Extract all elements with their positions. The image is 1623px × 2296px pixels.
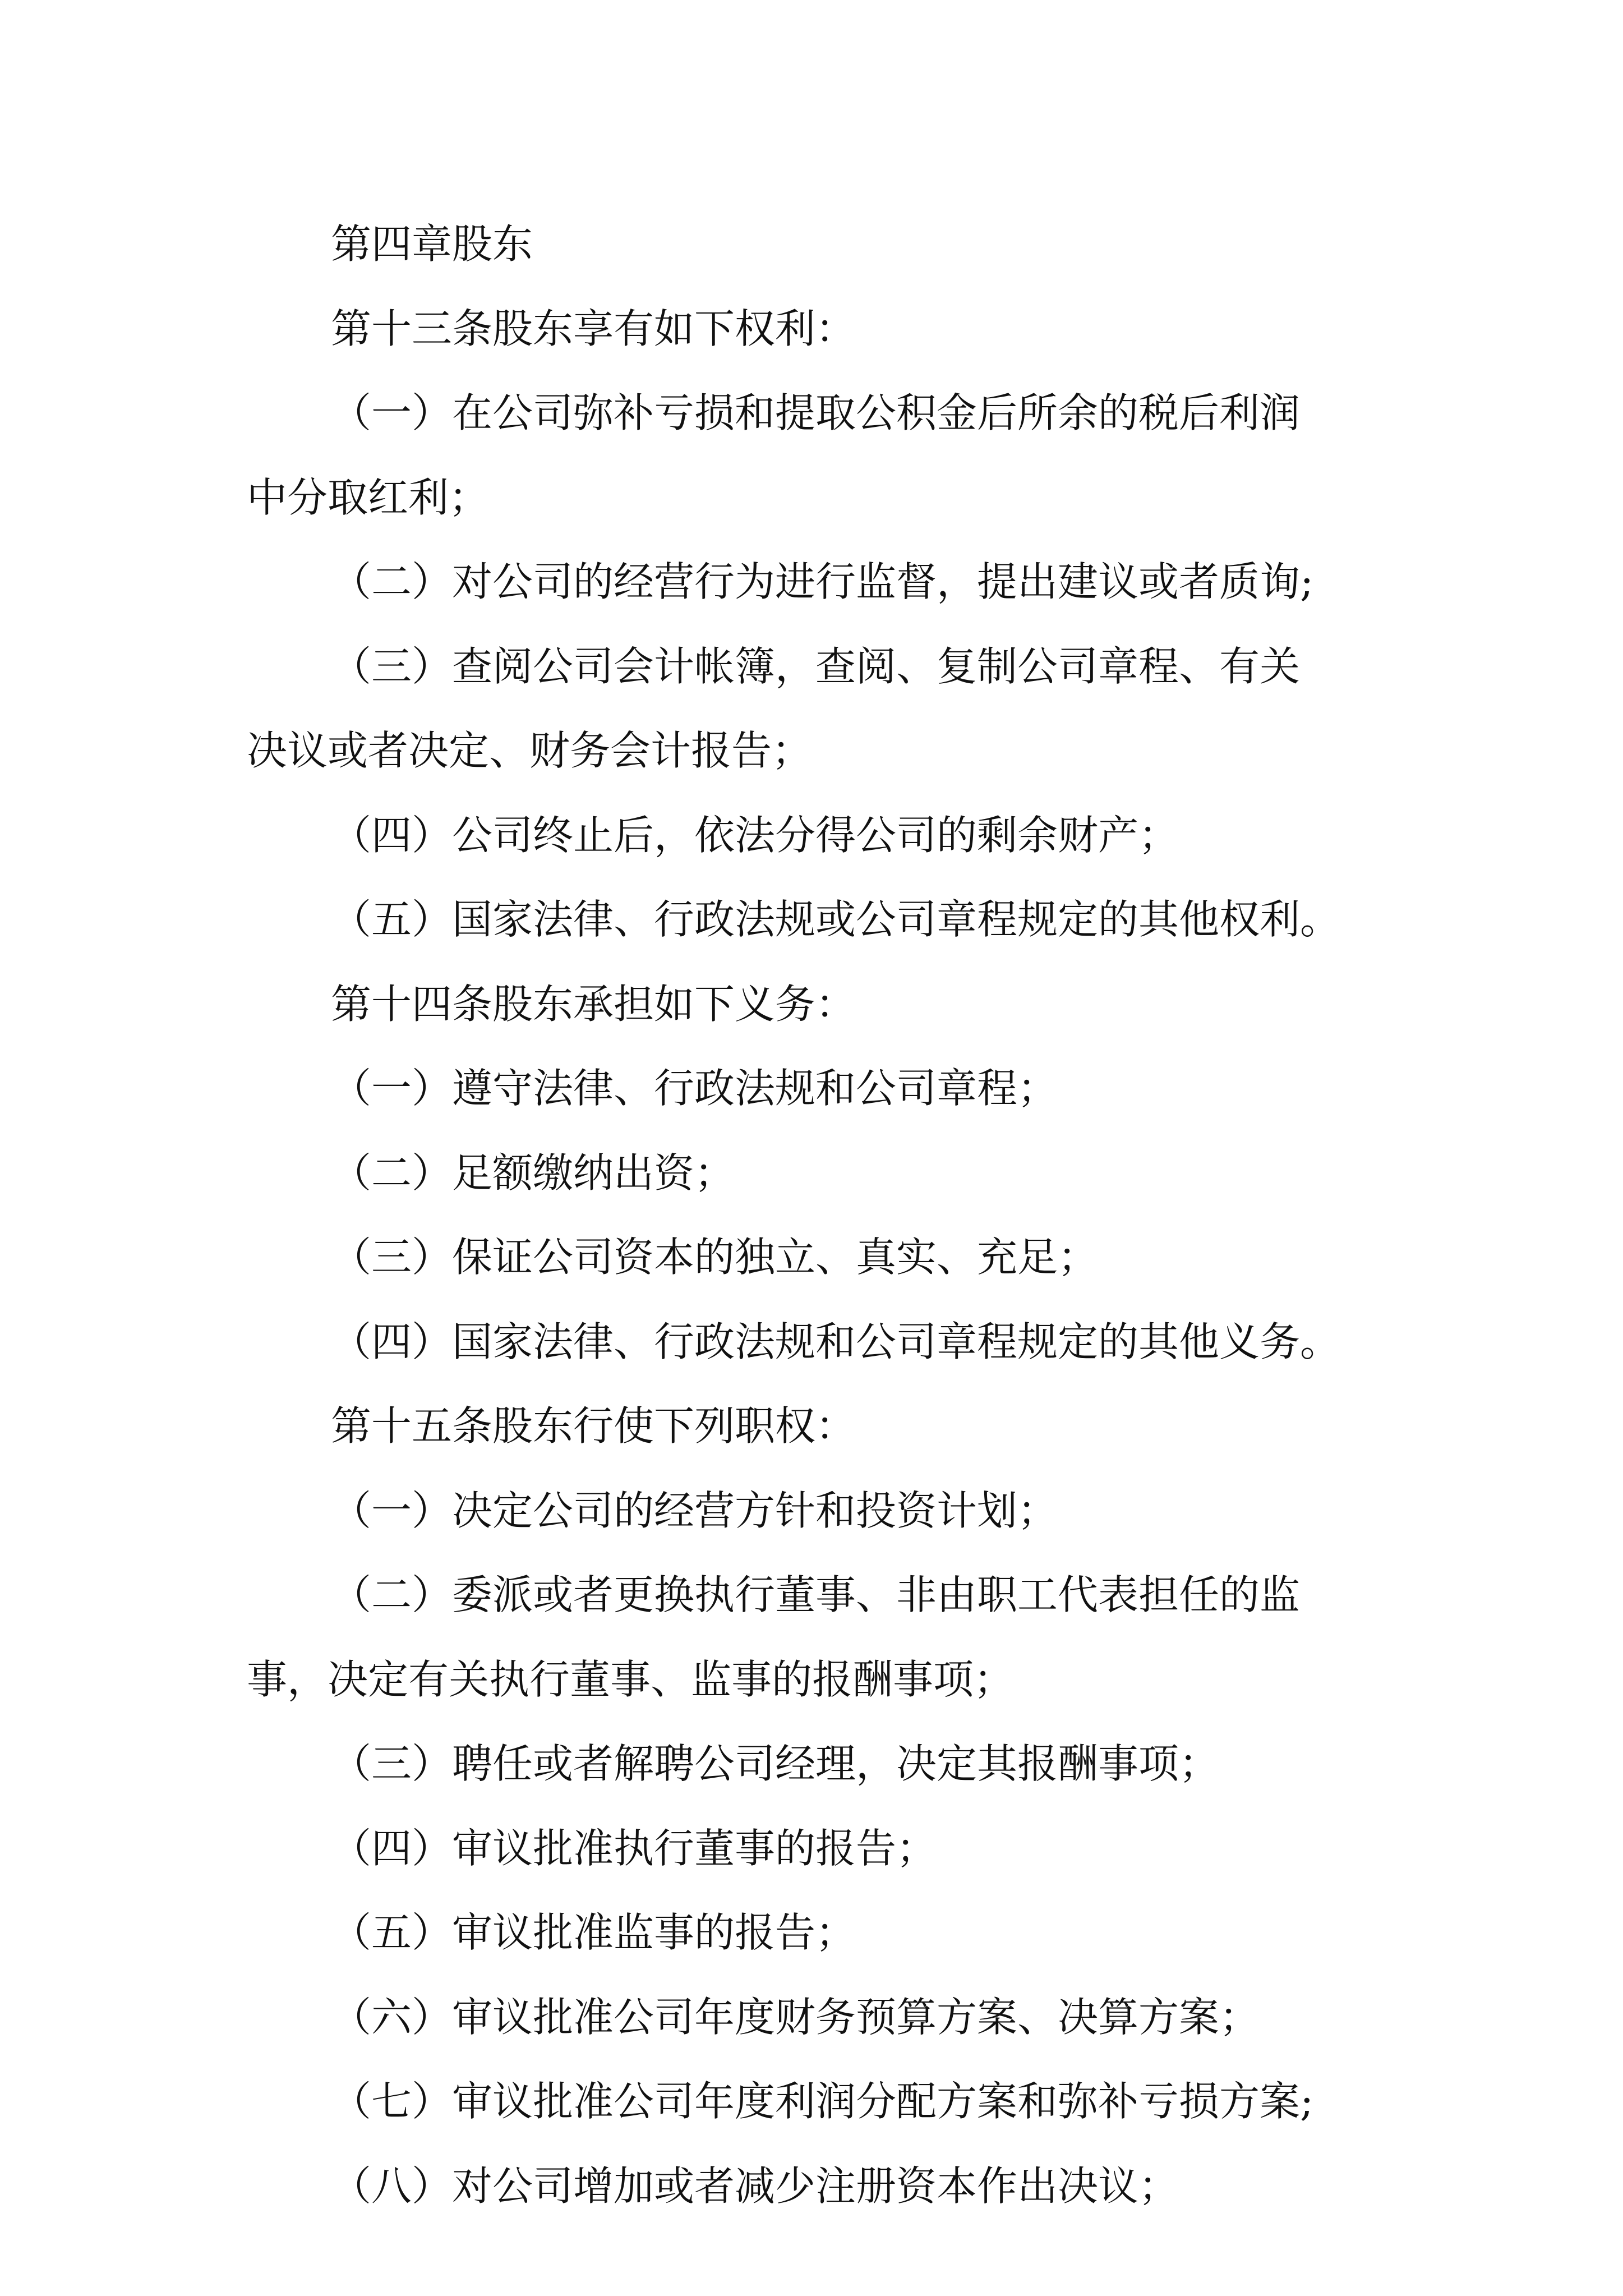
article-13-item-1: （一）在公司弥补亏损和提取公积金后所余的税后利润 (331, 389, 1301, 436)
article-14-item-3: （三）保证公司资本的独立、真实、充足； (331, 1234, 1099, 1281)
article-14-item-4: （四）国家法律、行政法规和公司章程规定的其他义务。 (331, 1318, 1341, 1365)
article-13-item-2: （二）对公司的经营行为进行监督，提出建议或者质询; (331, 558, 1314, 605)
article-13-item-5: （五）国家法律、行政法规或公司章程规定的其他权利。 (331, 896, 1341, 943)
article-13-item-3-cont: 决议或者决定、财务会计报告； (247, 727, 813, 774)
article-15-item-1: （一）决定公司的经营方针和投资计划； (331, 1487, 1058, 1534)
article-15-item-2-cont: 事，决定有关执行董事、监事的报酬事项； (247, 1655, 1015, 1703)
article-15-item-5: （五）审议批准监事的报告； (331, 1909, 856, 1956)
article-15-item-8: （八）对公司增加或者减少注册资本作出决议； (331, 2162, 1179, 2210)
article-15-item-2: （二）委派或者更换执行董事、非由职工代表担任的监 (331, 1571, 1301, 1618)
chapter-heading: 第四章股东 (331, 220, 533, 268)
article-14-heading: 第十四条股东承担如下义务： (331, 980, 856, 1028)
article-15-item-7: （七）审议批准公司年度利润分配方案和弥补亏损方案; (331, 2078, 1314, 2125)
article-13-item-1-cont: 中分取红利； (247, 473, 490, 521)
article-14-item-1: （一）遵守法律、行政法规和公司章程； (331, 1065, 1058, 1112)
article-15-item-6: （六）审议批准公司年度财务预算方案、决算方案； (331, 1993, 1260, 2041)
article-13-item-3: （三）查阅公司会计帐簿，查阅、复制公司章程、有关 (331, 642, 1301, 690)
article-13-heading: 第十三条股东享有如下权利： (331, 305, 856, 352)
document-body (247, 202, 1391, 2228)
article-15-item-3: （三）聘任或者解聘公司经理，决定其报酬事项； (331, 1740, 1220, 1787)
article-13-item-4: （四）公司终止后，依法分得公司的剩余财产； (331, 811, 1179, 859)
article-15-heading: 第十五条股东行使下列职权： (331, 1402, 856, 1450)
article-14-item-2: （二）足额缴纳出资； (331, 1149, 735, 1197)
article-15-item-4: （四）审议批准执行董事的报告； (331, 1824, 937, 1872)
